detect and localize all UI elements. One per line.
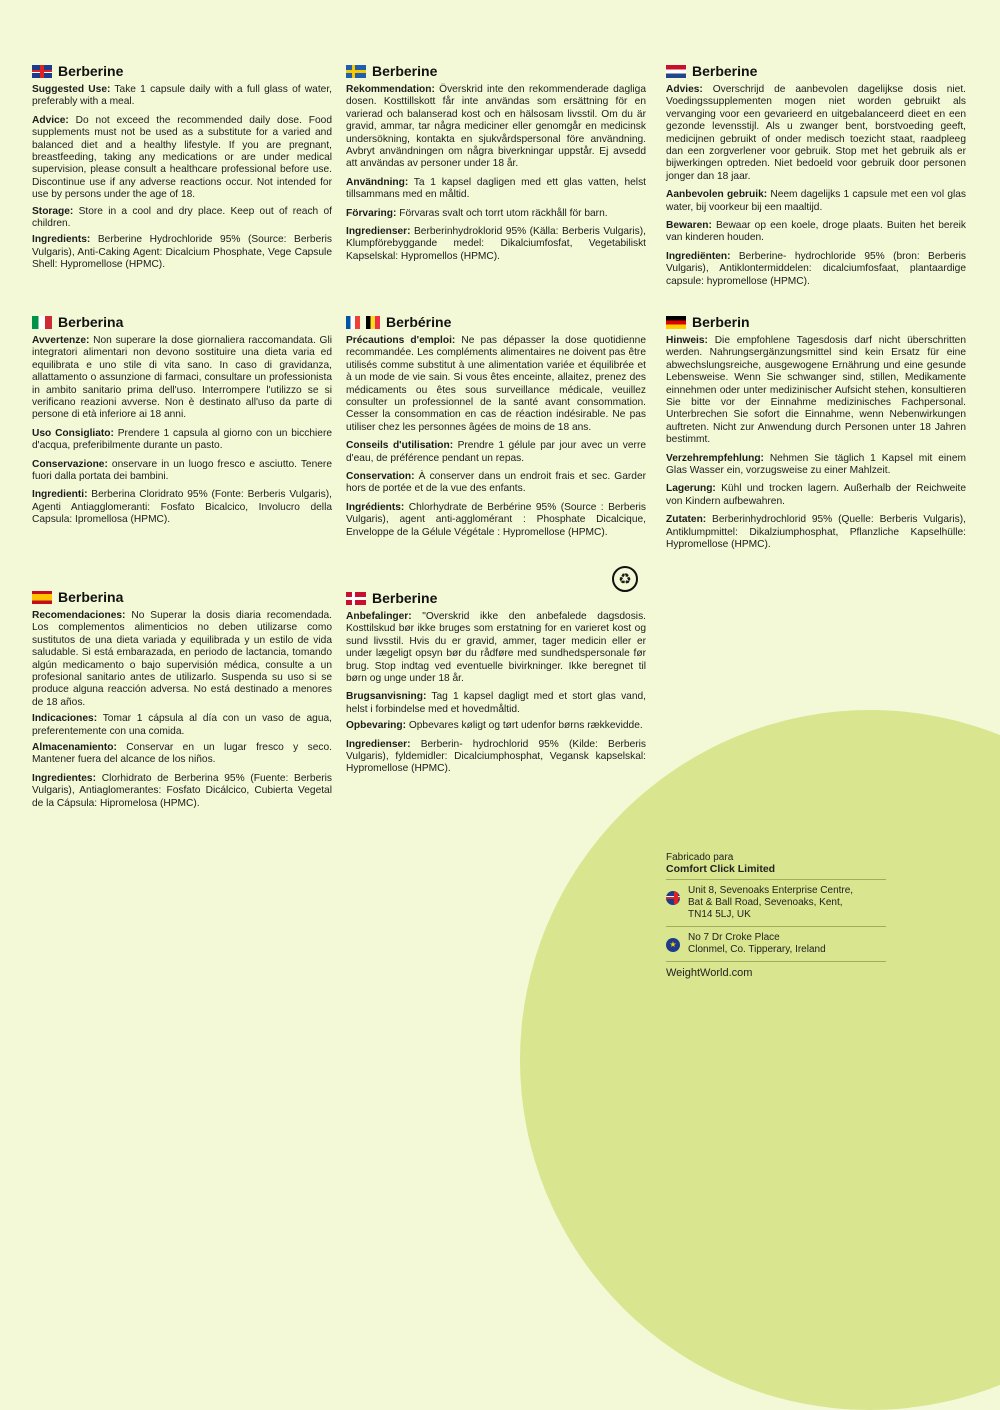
decorative-circle bbox=[520, 710, 1000, 1410]
panel-english bbox=[32, 63, 332, 276]
panel-spanish bbox=[32, 589, 332, 814]
text-block: Conservazione: onservare in un luogo fresco e asciutto. Tenere fuori dalla portata dei bambini. bbox=[32, 458, 332, 483]
text-block: Recomendaciones: No Superar la dosis diaria recomendada. Los complementos alimenticios no deben utilizarse como sustitutos de una dieta variada y equilibrada y un estilo de vida saludable. Si está embarazada, en periodo de lactancia, tomando algún medicamento o bajo supervisión médica, consulte a un profesional sanitario antes de utilizarlo. Suspenda su uso si se produce alguna reacción adversa. No está destinado a menores de 18 años. bbox=[32, 610, 332, 708]
address-line: Unit 8, Sevenoaks Enterprise Centre, bbox=[688, 885, 854, 896]
text-block: Storage: Store in a cool and dry place. Keep out of reach of children. bbox=[32, 205, 332, 230]
text-block: Ingrediënten: Berberine- hydrochloride 95% (bron: Berberis Vulgaris), Antiklontermiddelen: dicalciumfosfaat, plantaardige capsule: hypromellose (HPMC). bbox=[666, 250, 966, 287]
text-block: Advice: Do not exceed the recommended daily dose. Food supplements must not be used as a substitute for a varied and balanced diet and a healthy lifestyle. If you are pregnant, breastfeeding, taking any medications or are under medical supervision, please consult a healthcare professional before use. Discontinue use if any adverse reactions occur. Not intended for use by persons under the age of 18. bbox=[32, 114, 332, 201]
text-block: Brugsanvisning: Tag 1 kapsel dagligt med et stort glas vand, helst i forbindelse med et hovedmåltid. bbox=[346, 691, 646, 715]
text-block: Användning: Ta 1 kapsel dagligen med ett glas vatten, helst tillsammans med en måltid. bbox=[346, 176, 646, 201]
manufacturer-label: Fabricado para bbox=[666, 852, 734, 863]
eu-flag-icon: ★ bbox=[666, 938, 680, 952]
text-block: Verzehrempfehlung: Nehmen Sie täglich 1 Kapsel mit einem Glas Wasser ein, vorzugsweise zu einer Mahlzeit. bbox=[666, 452, 966, 477]
text-block: Ingredientes: Clorhidrato de Berberina 95% (Fuente: Berberis Vulgaris), Antiaglomerantes: Fosfato Dicálcico, Cubierta Vegetal de la Cápsula: Hipromelosa (HPMC). bbox=[32, 772, 332, 809]
text-block: Conservation: À conserver dans un endroit frais et sec. Garder hors de portée et de la vue des enfants. bbox=[346, 471, 646, 495]
panel-heading bbox=[346, 63, 646, 79]
text-block: Conseils d'utilisation: Prendre 1 gélule par jour avec un verre d'eau, de préférence pendant un repas. bbox=[346, 440, 646, 464]
panel-heading bbox=[346, 314, 646, 330]
website-link[interactable]: WeightWorld.com bbox=[666, 961, 886, 979]
uk-flag-icon bbox=[666, 891, 680, 905]
panel-heading bbox=[666, 314, 966, 330]
germany-flag-icon bbox=[666, 316, 686, 329]
text-block: Rekommendation: Överskrid inte den rekommenderade dagliga dosen. Kosttillskott får inte användas som ersättning för en varierad och balanserad kost och en hälsosam livsstil. Om du är gravid, ammar, tar några mediciner eller genomgår en medicinsk undersökning, kontakta en sjukvårdspersonal före användning. Avbryt användningen om några biverkningar uppstår. Ej avsedd att användas av personer under 18 år. bbox=[346, 84, 646, 170]
panel-title: Berberina bbox=[58, 589, 124, 605]
denmark-flag-icon bbox=[346, 592, 366, 605]
uk-flag-icon bbox=[32, 65, 52, 78]
panel-heading bbox=[346, 590, 646, 606]
panel-swedish bbox=[346, 63, 646, 267]
text-block: Zutaten: Berberinhydrochlorid 95% (Quelle: Berberis Vulgaris), Antiklumpmittel: Dikalziumphosphat, Pflanzliche Kapselhülle: Hypromellose (HPMC). bbox=[666, 514, 966, 551]
sweden-flag-icon bbox=[346, 65, 366, 78]
address-line: Bat & Ball Road, Sevenoaks, Kent, bbox=[688, 897, 843, 908]
address-line: Clonmel, Co. Tipperary, Ireland bbox=[688, 944, 826, 955]
text-block: Almacenamiento: Conservar en un lugar fresco y seco. Mantener fuera del alcance de los niños. bbox=[32, 742, 332, 766]
text-block: Uso Consigliato: Prendere 1 capsula al giorno con un bicchiere d'acqua, preferibilmente durante un pasto. bbox=[32, 427, 333, 452]
panel-heading bbox=[32, 589, 332, 605]
panel-title: Berberine bbox=[58, 63, 124, 79]
panel-title: Berberine bbox=[372, 63, 438, 79]
france-flag-icon bbox=[346, 316, 360, 329]
netherlands-flag-icon bbox=[666, 65, 686, 78]
panel-title: Berberina bbox=[58, 314, 124, 330]
panel-heading bbox=[666, 63, 966, 79]
text-block: Ingredienser: Berberinhydroklorid 95% (Källa: Berberis Vulgaris), Klumpförebyggande medel: Dikalciumfosfat, Vegetabiliskt Kapselskal: Hypromellos (HPMC). bbox=[346, 226, 646, 262]
text-block: Avvertenze: Non superare la dose giornaliera raccomandata. Gli integratori alimentari non devono sostituire una dieta varia ed equilibrata e uno stile di vita sano. In caso di gravidanza, allattamento o assunzione di farmaci, consultare un professionista in ambito sanitario prima dell'uso. Interrompere l'utilizzo se si verificano reazioni avverse. Non è destinato all'uso da parte di persone di età inferiore ai 18 anni. bbox=[32, 335, 332, 421]
address-line: No 7 Dr Croke Place bbox=[688, 932, 780, 943]
panel-dutch bbox=[666, 63, 966, 292]
text-block: Aanbevolen gebruik: Neem dagelijks 1 capsule met een vol glas water, bij voorkeur bij een maaltijd. bbox=[666, 189, 967, 213]
text-block: Opbevaring: Opbevares køligt og tørt udenfor børns rækkevidde. bbox=[346, 720, 643, 732]
panel-title: Berberine bbox=[372, 590, 438, 606]
tidyman-recycle-icon: ♻ bbox=[612, 566, 638, 592]
panel-french bbox=[346, 314, 646, 543]
panel-title: Berberine bbox=[692, 63, 758, 79]
text-block: Indicaciones: Tomar 1 cápsula al día con un vaso de agua, preferentemente con una comida. bbox=[32, 713, 332, 737]
eu-address bbox=[666, 926, 886, 961]
text-block: Ingredienti: Berberina Cloridrato 95% (Fonte: Berberis Vulgaris), Agenti Antiagglomeranti: Fosfato Bicalcico, Involucro della Capsula: Ipromellosa (HPMC). bbox=[32, 489, 332, 526]
panel-danish bbox=[346, 590, 646, 780]
text-block: Hinweis: Die empfohlene Tagesdosis darf nicht überschritten werden. Nahrungsergänzungsmittel sind kein Ersatz für eine abwechslungsreiche, ausgewogene Ernährung und eine gesunde Lebensweise. Wenn Sie schwanger sind, stillen, Medikamente einnehmen oder unter medizinischer Aufsicht stehen, konsultieren Sie bitte vor der Einnahme medizinisches Fachpersonal. Unterbrechen Sie sofort die Einnahme, wenn Nebenwirkungen auftreten. Nicht zur Anwendung durch Personen unter 18 Jahren bestimmt. bbox=[666, 335, 966, 446]
italy-flag-icon bbox=[32, 316, 52, 329]
text-block: Anbefalinger: "Overskrid ikke den anbefalede dagsdosis. Kosttilskud bør ikke bruges som erstatning for en varieret kost og sund livsstil. Hvis du er gravid, ammer, tager medicin eller er under lægeligt opsyn bør du rådføre med sundhedspersonale før brug. Stop indtag ved eventuelle bivirkninger. Ikke beregnet til børn og unge under 18 år. bbox=[346, 611, 646, 685]
address-line: TN14 5LJ, UK bbox=[688, 909, 751, 920]
text-block: Förvaring: Förvaras svalt och torrt utom räckhåll för barn. bbox=[346, 207, 608, 219]
text-block: Bewaren: Bewaar op een koele, droge plaats. Buiten het bereik van kinderen houden. bbox=[666, 220, 966, 244]
panel-title: Berberin bbox=[692, 314, 750, 330]
spain-flag-icon bbox=[32, 591, 52, 604]
panel-heading bbox=[32, 63, 332, 79]
text-block: Précautions d'emploi: Ne pas dépasser la dose quotidienne recommandée. Les compléments alimentaires ne doivent pas être utilisés comme substitut à une alimentation variée et équilibrée et à un mode de vie sain. Si vous êtes enceinte, allaitez, prenez des médicaments ou êtes sous surveillance médicale, veuillez consulter un professionnel de la santé avant consommation. Cesser la consommation en cas de réaction indésirable. Ne pas utiliser chez les personnes âgées de moins de 18 ans. bbox=[346, 335, 647, 433]
text-block: Lagerung: Kühl und trocken lagern. Außerhalb der Reichweite von Kindern aufbewahren. bbox=[666, 483, 966, 507]
text-block: Suggested Use: Take 1 capsule daily with a full glass of water, preferably with a meal. bbox=[32, 84, 332, 108]
text-block: Ingrédients: Chlorhydrate de Berbérine 95% (Source : Berberis Vulgaris), agent anti-agglomérant : Phosphate Dicalcique, Enveloppe de la Gélule Végétale : Hypromellose (HPMC). bbox=[346, 501, 646, 538]
panel-heading bbox=[32, 314, 332, 330]
uk-address bbox=[666, 879, 886, 926]
text-block: Ingredients: Berberine Hydrochloride 95% (Source: Berberis Vulgaris), Anti-Caking Agent: Dicalcium Phosphate, Vege Capsule Shell: Hypromellose (HPMC). bbox=[32, 234, 332, 271]
text-block: Advies: Overschrijd de aanbevolen dagelijkse dosis niet. Voedingssupplementen mogen niet worden gebruikt als vervanging voor een gevarieerd en uitgebalanceerd dieet en een gezonde levensstijl. Als u zwanger bent, borstvoeding geeft, medicijnen gebruikt of onder medisch toezicht staat, raadpleeg dan een zorgverlener voor gebruik. Stop met het gebruik als er bijwerkingen optreden. Niet bedoeld voor gebruik door personen jonger dan 18 jaar. bbox=[666, 84, 966, 182]
manufacturer-block bbox=[666, 852, 886, 979]
panel-title: Berbérine bbox=[386, 314, 452, 330]
text-block: Ingredienser: Berberin- hydrochlorid 95% (Kilde: Berberis Vulgaris), fyldemidler: Dicalciumphosphat, Vegansk kapselskal: Hypromellose (HPMC). bbox=[346, 738, 646, 775]
panel-german bbox=[666, 314, 966, 556]
company-name: Comfort Click Limited bbox=[666, 863, 776, 875]
panel-italian bbox=[32, 314, 332, 531]
belgium-flag-icon bbox=[366, 316, 380, 329]
